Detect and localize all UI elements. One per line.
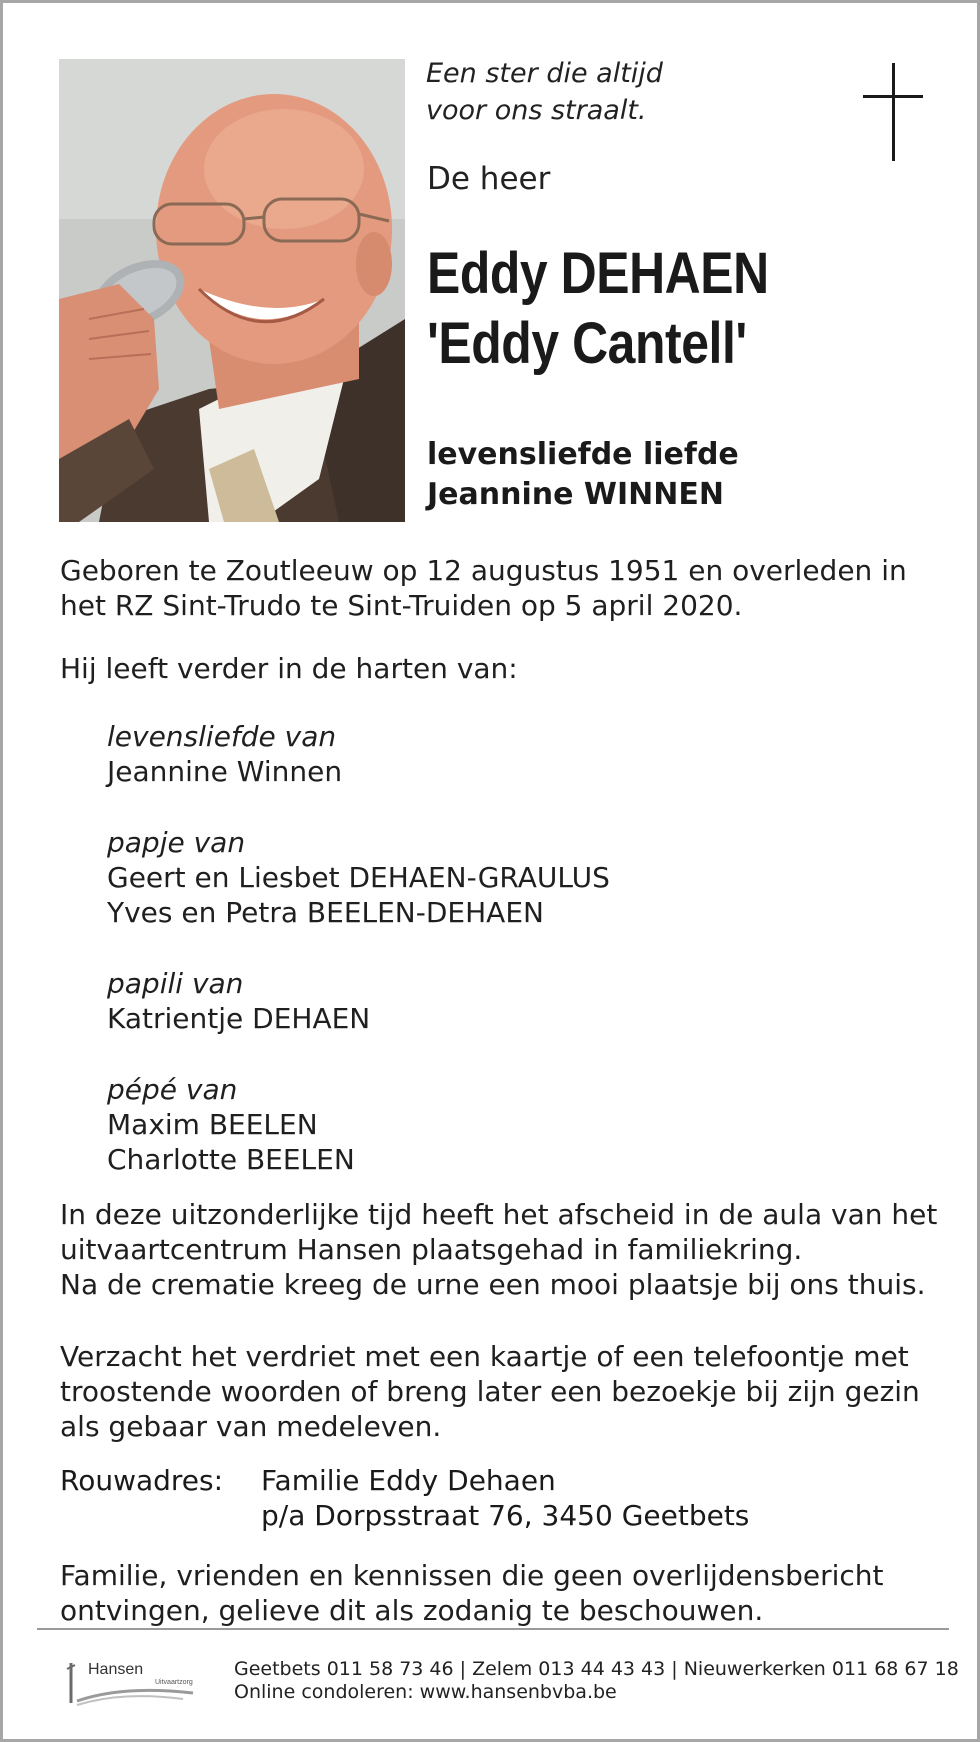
relation-name: Yves en Petra BEELEN-DEHAEN [107,896,544,929]
relation-name: Geert en Liesbet DEHAEN-GRAULUS [107,861,610,894]
relation-name: Maxim BEELEN [107,1108,318,1141]
footer-divider [37,1628,949,1630]
notice-text [60,1558,884,1628]
partner-line: levensliefde liefde [427,437,739,472]
address-label: Rouwadres: [60,1464,224,1497]
relation-label: pépé van [107,1073,238,1106]
relation-group [107,1072,355,1177]
quote-line: voor ons straalt. [426,95,647,126]
condolence-website[interactable]: Online condoleren: www.hansenbvba.be [234,1681,617,1703]
text-line: Na de crematie kreeg de urne een mooi plaatsje bij ons thuis. [60,1268,926,1301]
partner-line: Jeannine WINNEN [427,477,724,512]
memorial-quote [426,55,663,129]
partner-heading [427,435,739,515]
text-line: Geboren te Zoutleeuw op 12 augustus 1951 en overleden in [60,554,907,587]
text-line: het RZ Sint-Trudo te Sint-Truiden op 5 april 2020. [60,589,743,622]
name-line: Eddy DEHAEN [427,241,769,306]
phone-numbers: Geetbets 011 58 73 46 | Zelem 013 44 43 43 | Nieuwerkerken 011 68 67 18 [234,1658,959,1680]
relation-group [107,719,342,789]
text-line: Verzacht het verdriet met een kaartje of een telefoontje met [60,1340,909,1373]
address-line: Familie Eddy Dehaen [261,1464,556,1497]
funeral-home-logo [63,1655,203,1709]
text-line: In deze uitzonderlijke tijd heeft het afscheid in de aula van het [60,1198,938,1231]
text-line: Familie, vrienden en kennissen die geen overlijdensbericht [60,1559,884,1592]
address-lines [261,1463,749,1533]
text-line: troostende woorden of breng later een bezoekje bij zijn gezin [60,1375,920,1408]
relation-group [107,966,370,1036]
portrait-photo [59,59,405,522]
relation-label: levensliefde van [107,720,337,753]
relation-name: Katrientje DEHAEN [107,1002,371,1035]
nickname-line: 'Eddy Cantell' [427,311,747,376]
condolence-text [60,1339,920,1444]
deceased-name [427,239,769,379]
honorific: De heer [427,161,551,197]
quote-line: Een ster die altijd [426,58,663,89]
birth-death-text [60,553,907,623]
text-line: uitvaartcentrum Hansen plaatsgehad in familiekring. [60,1233,803,1266]
logo-subtitle: Uitvaartzorg [155,1679,193,1686]
logo-name: Hansen [88,1661,144,1678]
portrait-illustration [59,59,405,522]
text-line: ontvingen, gelieve dit als zodanig te beschouwen. [60,1594,764,1627]
cross-icon [863,63,923,161]
farewell-text [60,1197,937,1302]
relation-name: Charlotte BEELEN [107,1143,355,1176]
text-line: als gebaar van medeleven. [60,1410,442,1443]
relation-label: papje van [107,826,246,859]
lives-on-text: Hij leeft verder in de harten van: [60,652,518,685]
footer-contact [234,1658,959,1704]
address-line: p/a Dorpsstraat 76, 3450 Geetbets [261,1499,750,1532]
relation-label: papili van [107,967,244,1000]
relation-group [107,825,610,930]
relation-name: Jeannine Winnen [107,755,343,788]
